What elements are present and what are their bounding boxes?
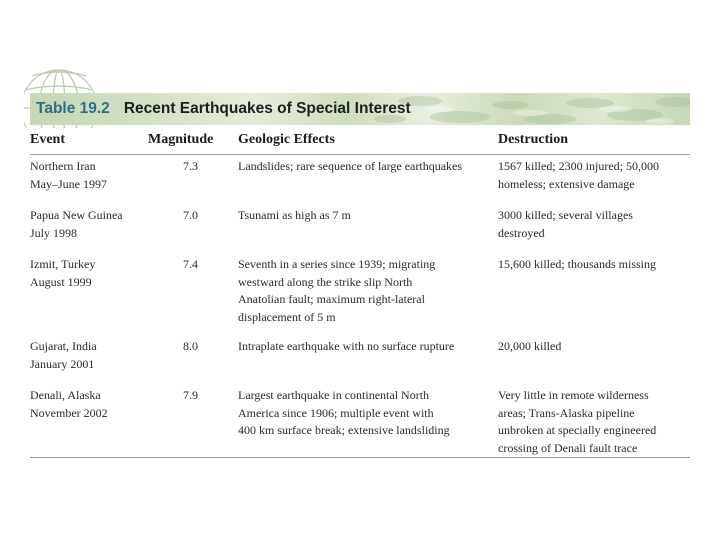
destruction-line: homeless; extensive damage xyxy=(498,176,635,191)
geologic-line: Seventh in a series since 1939; migrating xyxy=(238,257,436,271)
magnitude-cell: 8.0 xyxy=(183,339,198,353)
table-title-banner xyxy=(30,93,690,125)
event-cell xyxy=(30,207,150,242)
event-date: July 1998 xyxy=(30,225,78,240)
destruction-line: areas; Trans-Alaska pipeline xyxy=(498,405,635,420)
geologic-line: Tsunami as high as 7 m xyxy=(238,208,351,222)
header-geologic-effects: Geologic Effects xyxy=(238,132,335,147)
geologic-line: Landslides; rare sequence of large earthquakes xyxy=(238,159,463,173)
event-cell xyxy=(30,338,150,373)
destruction-line: 3000 killed; several villages xyxy=(498,208,633,222)
event-name: Papua New Guinea xyxy=(30,208,123,222)
header-event: Event xyxy=(30,132,65,147)
event-date: August 1999 xyxy=(30,274,92,289)
event-date: November 2002 xyxy=(30,405,108,420)
event-date: January 2001 xyxy=(30,356,95,371)
destruction-line: 20,000 killed xyxy=(498,339,562,353)
geologic-line: America since 1906; multiple event with xyxy=(238,405,434,420)
event-name: Northern Iran xyxy=(30,159,96,173)
geologic-line: displacement of 5 m xyxy=(238,309,336,324)
header-destruction: Destruction xyxy=(498,132,568,147)
geologic-line: Largest earthquake in continental North xyxy=(238,388,430,402)
table-bottom-rule xyxy=(30,457,690,458)
destruction-line: Very little in remote wilderness xyxy=(498,388,649,402)
header-magnitude: Magnitude xyxy=(148,132,214,147)
event-cell xyxy=(30,387,150,422)
destruction-line: destroyed xyxy=(498,225,545,240)
geologic-line: Anatolian fault; maximum right-lateral xyxy=(238,292,425,306)
table-title: Recent Earthquakes of Special Interest xyxy=(123,100,411,117)
geologic-effects-cell xyxy=(238,158,498,176)
table-caption xyxy=(36,98,411,120)
geologic-line: Intraplate earthquake with no surface rupture xyxy=(238,339,455,353)
table-header-row xyxy=(30,126,690,155)
event-name: Izmit, Turkey xyxy=(30,257,96,271)
geologic-effects-cell xyxy=(238,207,498,225)
event-date: May–June 1997 xyxy=(30,176,107,191)
destruction-line: 1567 killed; 2300 injured; 50,000 xyxy=(498,159,659,173)
destruction-cell xyxy=(498,387,690,457)
geologic-line: westward along the strike slip North xyxy=(238,274,413,289)
event-name: Gujarat, India xyxy=(30,339,97,353)
magnitude-cell: 7.0 xyxy=(183,208,198,222)
geologic-line: 400 km surface break; extensive landsliding xyxy=(238,423,450,437)
magnitude-cell: 7.9 xyxy=(183,388,198,402)
geologic-effects-cell xyxy=(238,256,498,326)
destruction-line: 15,600 killed; thousands missing xyxy=(498,257,657,271)
table-number: Table 19.2 xyxy=(36,100,110,117)
destruction-cell xyxy=(498,338,690,356)
event-name: Denali, Alaska xyxy=(30,388,101,402)
event-cell xyxy=(30,158,150,193)
destruction-cell xyxy=(498,207,690,242)
destruction-cell xyxy=(498,158,690,193)
destruction-cell xyxy=(498,256,690,274)
event-cell xyxy=(30,256,150,291)
magnitude-cell: 7.3 xyxy=(183,159,198,173)
magnitude-cell: 7.4 xyxy=(183,257,198,271)
geologic-effects-cell xyxy=(238,338,498,356)
destruction-line: unbroken at specially engineered xyxy=(498,423,657,437)
destruction-line: crossing of Denali fault trace xyxy=(498,440,638,455)
geologic-effects-cell xyxy=(238,387,498,440)
